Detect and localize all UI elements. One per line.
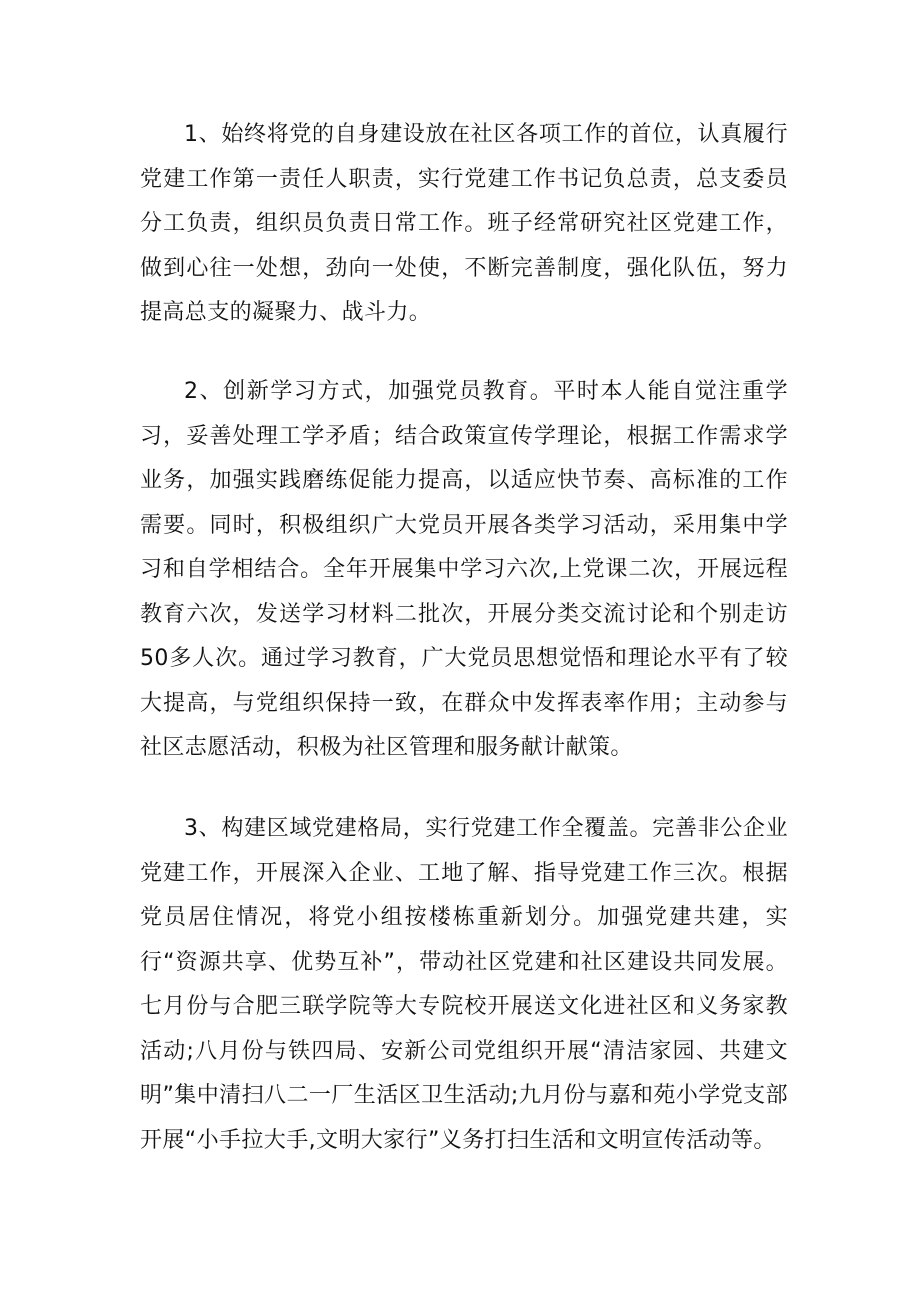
paragraph-1: 1、始终将党的自身建设放在社区各项工作的首位，认真履行党建工作第一责任人职责，实行党建工作书记负总责，总支委员分工负责，组织员负责日常工作。班子经常研究社区党建工作，做到心往一处想，劲向一处使，不断完善制度，强化队伍，努力提高总支的凝聚力、战斗力。	[140, 122, 788, 325]
paragraph-3: 3、构建区域党建格局，实行党建工作全覆盖。完善非公企业党建工作，开展深入企业、工地了解、指导党建工作三次。根据党员居住情况，将党小组按楼栋重新划分。加强党建共建，实行“资源共享、优势互补”，带动社区党建和社区建设共同发展。七月份与合肥三联学院等大专院校开展送文化进社区和义务家教活动;八月份与铁四局、安新公司党组织开展“清洁家园、共建文明”集中清扫八二一厂生活区卫生活动;九月份与嘉和苑小学党支部开展“小手拉大手,文明大家行”义务打扫生活和文明宣传活动等。	[140, 816, 788, 1153]
paragraph-2: 2、创新学习方式，加强党员教育。平时本人能自觉注重学习，妥善处理工学矛盾；结合政策宣传学理论，根据工作需求学业务，加强实践磨练促能力提高，以适应快节奏、高标准的工作需要。同时，积极组织广大党员开展各类学习活动，采用集中学习和自学相结合。全年开展集中学习六次,上党课二次，开展远程教育六次，发送学习材料二批次，开展分类交流讨论和个别走访50多人次。通过学习教育，广大党员思想觉悟和理论水平有了较大提高，与党组织保持一致，在群众中发挥表率作用；主动参与社区志愿活动，积极为社区管理和服务献计献策。	[140, 379, 788, 760]
